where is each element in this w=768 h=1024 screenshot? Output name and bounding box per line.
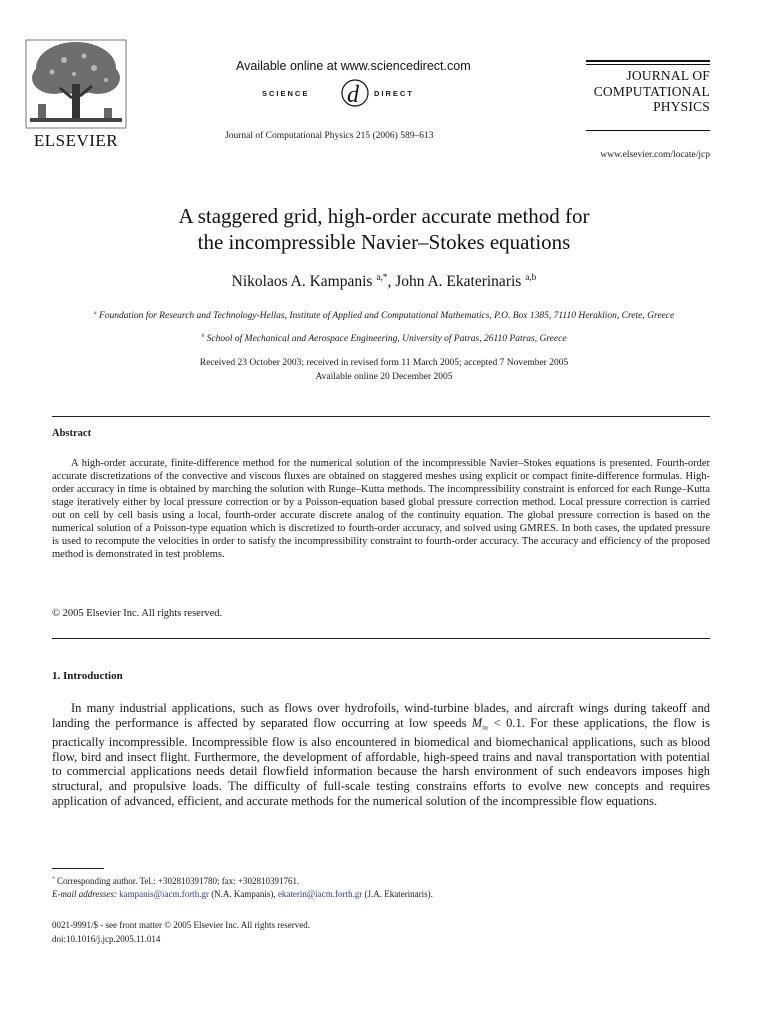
introduction-paragraph bbox=[52, 701, 710, 808]
author-separator: , bbox=[387, 273, 396, 291]
issn-line: 0021-9991/$ - see front matter © 2005 Elsevier Inc. All rights reserved. bbox=[52, 920, 311, 930]
footnote-mark: * bbox=[52, 876, 55, 882]
received-dates: Received 23 October 2003; received in revised form 11 March 2005; accepted 7 November 2005 bbox=[199, 358, 569, 368]
corresponding-author-footnote bbox=[52, 876, 299, 886]
paper-title bbox=[40, 203, 728, 255]
mach-subscript: ∞ bbox=[482, 722, 489, 733]
paper-title-line2: the incompressible Navier–Stokes equations bbox=[197, 230, 571, 254]
doi-line[interactable]: doi:10.1016/j.jcp.2005.11.014 bbox=[52, 934, 161, 944]
journal-title-line3: PHYSICS bbox=[653, 99, 710, 114]
email-link[interactable]: kampanis@iacm.forth.gr bbox=[119, 889, 209, 899]
email-footnote bbox=[52, 889, 433, 899]
affiliation-mark: a bbox=[93, 310, 97, 316]
science-word: SCIENCE bbox=[262, 89, 310, 98]
journal-top-rule bbox=[586, 60, 710, 62]
intro-text: In many industrial applications, such as flows over hydrofoils, wind-turbine blades, and aircraft wings during takeoff and landing the performance is affected by separated flow occurring at low speeds bbox=[52, 701, 710, 730]
journal-title bbox=[586, 68, 710, 115]
journal-top-rule-thin bbox=[586, 64, 710, 65]
affiliation-text: Foundation for Research and Technology-Hellas, Institute of Applied and Computational Mathematics, P.O. Box 1385, 71110 Heraklion, Crete, Greece bbox=[99, 311, 675, 322]
abstract-top-rule bbox=[52, 416, 710, 417]
email-owner: (N.A. Kampanis), bbox=[208, 889, 278, 899]
affiliation-a bbox=[60, 307, 708, 323]
journal-title-line1: JOURNAL OF bbox=[626, 68, 710, 83]
mach-value: < 0.1 bbox=[488, 715, 522, 730]
abstract-heading: Abstract bbox=[52, 428, 92, 439]
journal-citation: Journal of Computational Physics 215 (2006) 589–613 bbox=[225, 131, 434, 141]
abstract-body: A high-order accurate, finite-difference method for the numerical solution of the incompressible Navier–Stokes equations is presented. Fourth-order accurate discretizations of the convective and viscous fluxes are obtained on staggered meshes using explicit or compact finite-difference formulas. High-order accuracy in time is obtained by marching the solution with Runge–Kutta methods. The incompressibility constraint is enforced for each Runge–Kutta stage iteratively either by local pressure correction or by a Poisson-equation based global pressure correction method. Local pressure correction is carried out on cell by cell basis using a local, fourth-order accurate discrete analog of the continuity equation. The global pressure correction is based on the numerical solution of a Poisson-type equation which is discretized to fourth-order accuracy, and solved using GMRES. In both cases, the updated pressure is used to recompute the velocities in order to satisfy the incompressibility constraint to fourth-order accuracy. The accuracy and efficiency of the proposed method is demonstrated in test problems. bbox=[52, 458, 710, 560]
journal-bottom-rule bbox=[586, 130, 710, 131]
paper-title-line1: A staggered grid, high-order accurate method for bbox=[178, 204, 590, 228]
available-online-text: Available online at www.sciencedirect.com bbox=[236, 59, 471, 73]
affiliation-text: School of Mechanical and Aerospace Engineering, University of Patras, 26110 Patras, Greece bbox=[206, 334, 567, 345]
mach-symbol: M bbox=[471, 715, 483, 730]
author-list bbox=[40, 273, 728, 291]
section-heading: 1. Introduction bbox=[52, 670, 123, 682]
email-link[interactable]: ekaterin@iacm.forth.gr bbox=[277, 889, 363, 899]
author-name: John A. Ekaterinaris bbox=[395, 273, 522, 291]
footnote-rule bbox=[52, 868, 104, 869]
footnote-text: Corresponding author. Tel.: +302810391780; fax: +302810391761. bbox=[56, 876, 300, 886]
email-owner: (J.A. Ekaterinaris). bbox=[362, 889, 433, 899]
abstract-bottom-rule bbox=[52, 638, 710, 639]
journal-url[interactable]: www.elsevier.com/locate/jcp bbox=[600, 150, 710, 160]
email-label: E-mail addresses: bbox=[52, 889, 117, 899]
affiliation-mark: b bbox=[201, 333, 205, 339]
svg-text:d: d bbox=[347, 82, 359, 108]
abstract-copyright: © 2005 Elsevier Inc. All rights reserved. bbox=[52, 608, 223, 619]
affiliation-b bbox=[60, 333, 708, 344]
author-affiliation-mark[interactable]: a,b bbox=[525, 273, 537, 283]
direct-word: DIRECT bbox=[374, 89, 414, 98]
publisher-name: ELSEVIER bbox=[33, 131, 119, 150]
intro-text: . For these applications, the flow is practically incompressible. Incompressible flow is also encountered in biomedical and biomechanical applications, such as blood flow, bird and insect flight. Furthermore, the development of affordable, high-speed trains and naval transportation with potential to commercial applications needs detail flowfield information because the harsh environment of such endeavors imposes high structural, and propulsive loads. The difficulty of full-scale testing constrains efforts to evolve new concepts and requires application of advanced, efficient, and accurate methods for the numerical solution of the incompressible flow equations. bbox=[52, 715, 710, 808]
author-name: Nikolaos A. Kampanis bbox=[231, 273, 373, 291]
online-date: Available online 20 December 2005 bbox=[315, 372, 453, 382]
author-affiliation-mark[interactable]: a,* bbox=[376, 273, 388, 283]
journal-title-line2: COMPUTATIONAL bbox=[593, 83, 710, 99]
